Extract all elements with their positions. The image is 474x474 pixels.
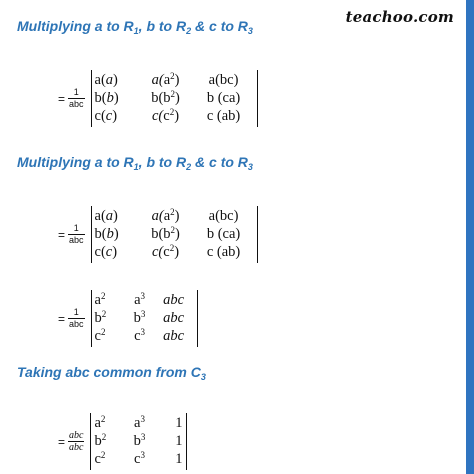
teachoo-logo: teachoo.com (345, 8, 454, 26)
cell: $b^3$ (133, 432, 146, 449)
cell: c(c) (94, 244, 118, 260)
fraction-1-over-abc: $\frac{1}{\text{abc}}$ (69, 87, 84, 109)
cell: a(bc) (208, 208, 239, 224)
cell: c(c) (94, 108, 118, 124)
cell: 1 (175, 415, 183, 431)
cell: $a(a^2)$ (151, 71, 180, 88)
step-3-determinant (58, 290, 198, 347)
cell: $b^2$ (94, 309, 107, 326)
fraction-1-over-abc: $\frac{1}{\text{abc}}$ (69, 307, 84, 329)
matrix-4 (90, 413, 187, 470)
cell: $b^2$ (94, 432, 107, 449)
cell: b(b) (94, 90, 119, 106)
heading-multiplying-1: Multiplying a to $R_1$, b to $R_2$ & c to $R_3$ (17, 18, 253, 36)
matrix-1 (91, 70, 258, 127)
cell: $c(c^2)$ (152, 107, 180, 124)
cell: $b(b^2)$ (151, 89, 180, 106)
cell: $b(b^2)$ (151, 225, 180, 242)
cell: $c^3$ (134, 327, 145, 344)
cell: 1 (175, 451, 183, 467)
cell: $a^2$ (94, 291, 106, 308)
step-1-determinant (58, 70, 258, 127)
matrix-2 (91, 206, 258, 263)
fraction-1-over-abc: $\frac{1}{\text{abc}}$ (69, 223, 84, 245)
step-4-determinant (58, 413, 187, 470)
cell: a(a) (94, 72, 118, 88)
equals-sign: = (58, 311, 66, 326)
cell: $a(a^2)$ (151, 207, 180, 224)
cell: $c^2$ (94, 327, 106, 344)
cell: abc (163, 292, 184, 308)
cell: abc (163, 328, 184, 344)
cell: b(b) (94, 226, 119, 242)
cell: c (ab) (206, 108, 241, 124)
cell: 1 (175, 433, 183, 449)
cell: $a^3$ (134, 414, 145, 431)
matrix-3 (91, 290, 198, 347)
right-accent-bar (466, 0, 474, 474)
cell: $a^2$ (94, 414, 106, 431)
cell: b (ca) (206, 90, 241, 106)
equals-sign: = (58, 91, 66, 106)
cell: $a^3$ (134, 291, 145, 308)
cell: a(bc) (208, 72, 239, 88)
cell: b (ca) (206, 226, 241, 242)
fraction-abc-over-abc: $\frac{\text{abc}}{\text{abc}}$ (69, 430, 84, 453)
cell: $c^2$ (94, 450, 106, 467)
heading-taking-abc-common: Taking abc common from $C_3$ (17, 364, 206, 382)
equals-sign: = (58, 227, 66, 242)
cell: a(a) (94, 208, 118, 224)
cell: $b^3$ (133, 309, 146, 326)
cell: c (ab) (206, 244, 241, 260)
heading-multiplying-2: Multiplying a to $R_1$, b to $R_2$ & c to $R_3$ (17, 154, 253, 172)
cell: abc (163, 310, 184, 326)
equals-sign: = (58, 434, 66, 449)
cell: $c(c^2)$ (152, 243, 180, 260)
step-2-determinant (58, 206, 258, 263)
cell: $c^3$ (134, 450, 145, 467)
